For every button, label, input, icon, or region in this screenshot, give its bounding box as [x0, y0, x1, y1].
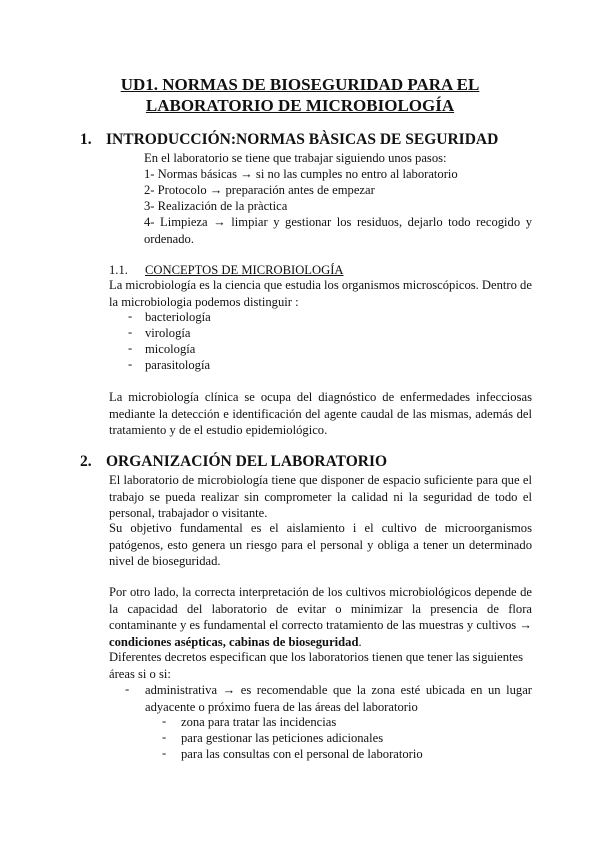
bullet-dash: -: [128, 357, 133, 371]
title-line-2: LABORATORIO DE MICROBIOLOGÍA: [145, 96, 455, 115]
area-subitem: zona para tratar las incidencias: [181, 715, 337, 729]
step-2: 2- Protocolo → preparación antes de empezar: [144, 183, 375, 197]
bullet-dash: -: [162, 714, 167, 728]
section-1-intro: En el laboratorio se tiene que trabajar siguiendo unos pasos:: [144, 151, 447, 165]
document-title: [0, 74, 600, 116]
branch-item: virología: [145, 326, 191, 340]
area-item-administrativa: administrativa → es recomendable que la zona esté ubicada en un lugar adyacente o próximo fuera de las áreas del laboratorio: [145, 683, 532, 714]
title-line-1: UD1. NORMAS DE BIOSEGURIDAD PARA EL: [120, 75, 480, 94]
step-3: 3- Realización de la pràctica: [144, 199, 288, 213]
branch-item: parasitología: [145, 358, 211, 372]
section-1-number: 1.: [80, 131, 92, 148]
bullet-dash: -: [162, 746, 167, 760]
bullet-dash: -: [162, 730, 167, 744]
subsection-title: CONCEPTOS DE MICROBIOLOGÍA: [145, 263, 344, 277]
section-2-number: 2.: [80, 453, 92, 470]
bullet-dash: -: [128, 309, 133, 323]
bullet-dash: -: [125, 682, 130, 696]
section-2-paragraph-4: Diferentes decretos especifican que los laboratorios tienen que tener las siguientes áreas si o si:: [109, 650, 524, 681]
section-2-paragraph-2: Su objetivo fundamental es el aislamiento i el cultivo de microorganismos patógenos, esto genera un riesgo para el personal y obliga a tener un determinado nivel de bioseguridad.: [109, 521, 532, 568]
section-1-title: INTRODUCCIÓN:NORMAS BÀSICAS DE SEGURIDAD: [106, 131, 499, 148]
step-1: 1- Normas básicas → si no las cumples no entro al laboratorio: [144, 167, 458, 181]
paragraph-3-text: Por otro lado, la correcta interpretación de los cultivos microbiológicos depende de la capacidad del laboratorio de evitar o minimizar la presencia de flora contaminante y es fundamental el correcto tratamiento de las muestras y cultivos →: [109, 585, 532, 632]
subsection-number: 1.1.: [109, 263, 128, 277]
branch-item: bacteriología: [145, 310, 211, 324]
step-4: 4- Limpieza → limpiar y gestionar los residuos, dejarlo todo recogido y ordenado.: [144, 215, 532, 246]
paragraph-3-end: .: [358, 634, 362, 649]
section-2-paragraph-1: El laboratorio de microbiología tiene que disponer de espacio suficiente para que el trabajo se pueda realizar sin comprometer la calidad ni la seguridad de todo el personal, trabajador o visitante.: [109, 473, 532, 520]
bullet-dash: -: [128, 325, 133, 339]
area-subitem: para gestionar las peticiones adicionales: [181, 731, 384, 745]
clinical-paragraph: La microbiología clínica se ocupa del diagnóstico de enfermedades infecciosas mediante la detección e identificación del agente caudal de las mismas, además del tratamiento y de el estudio epidemiológico.: [109, 390, 532, 437]
bullet-dash: -: [128, 341, 133, 355]
branch-item: micología: [145, 342, 196, 356]
subsection-text: La microbiología es la ciencia que estudia los organismos microscópicos. Dentro de la microbiologia podemos distinguir :: [109, 278, 532, 309]
section-2-title: ORGANIZACIÓN DEL LABORATORIO: [106, 453, 388, 470]
section-2-paragraph-3: [109, 584, 532, 650]
area-subitem: para las consultas con el personal de laboratorio: [181, 747, 423, 761]
paragraph-3-bold: condiciones asépticas, cabinas de bioseguridad: [109, 634, 359, 649]
